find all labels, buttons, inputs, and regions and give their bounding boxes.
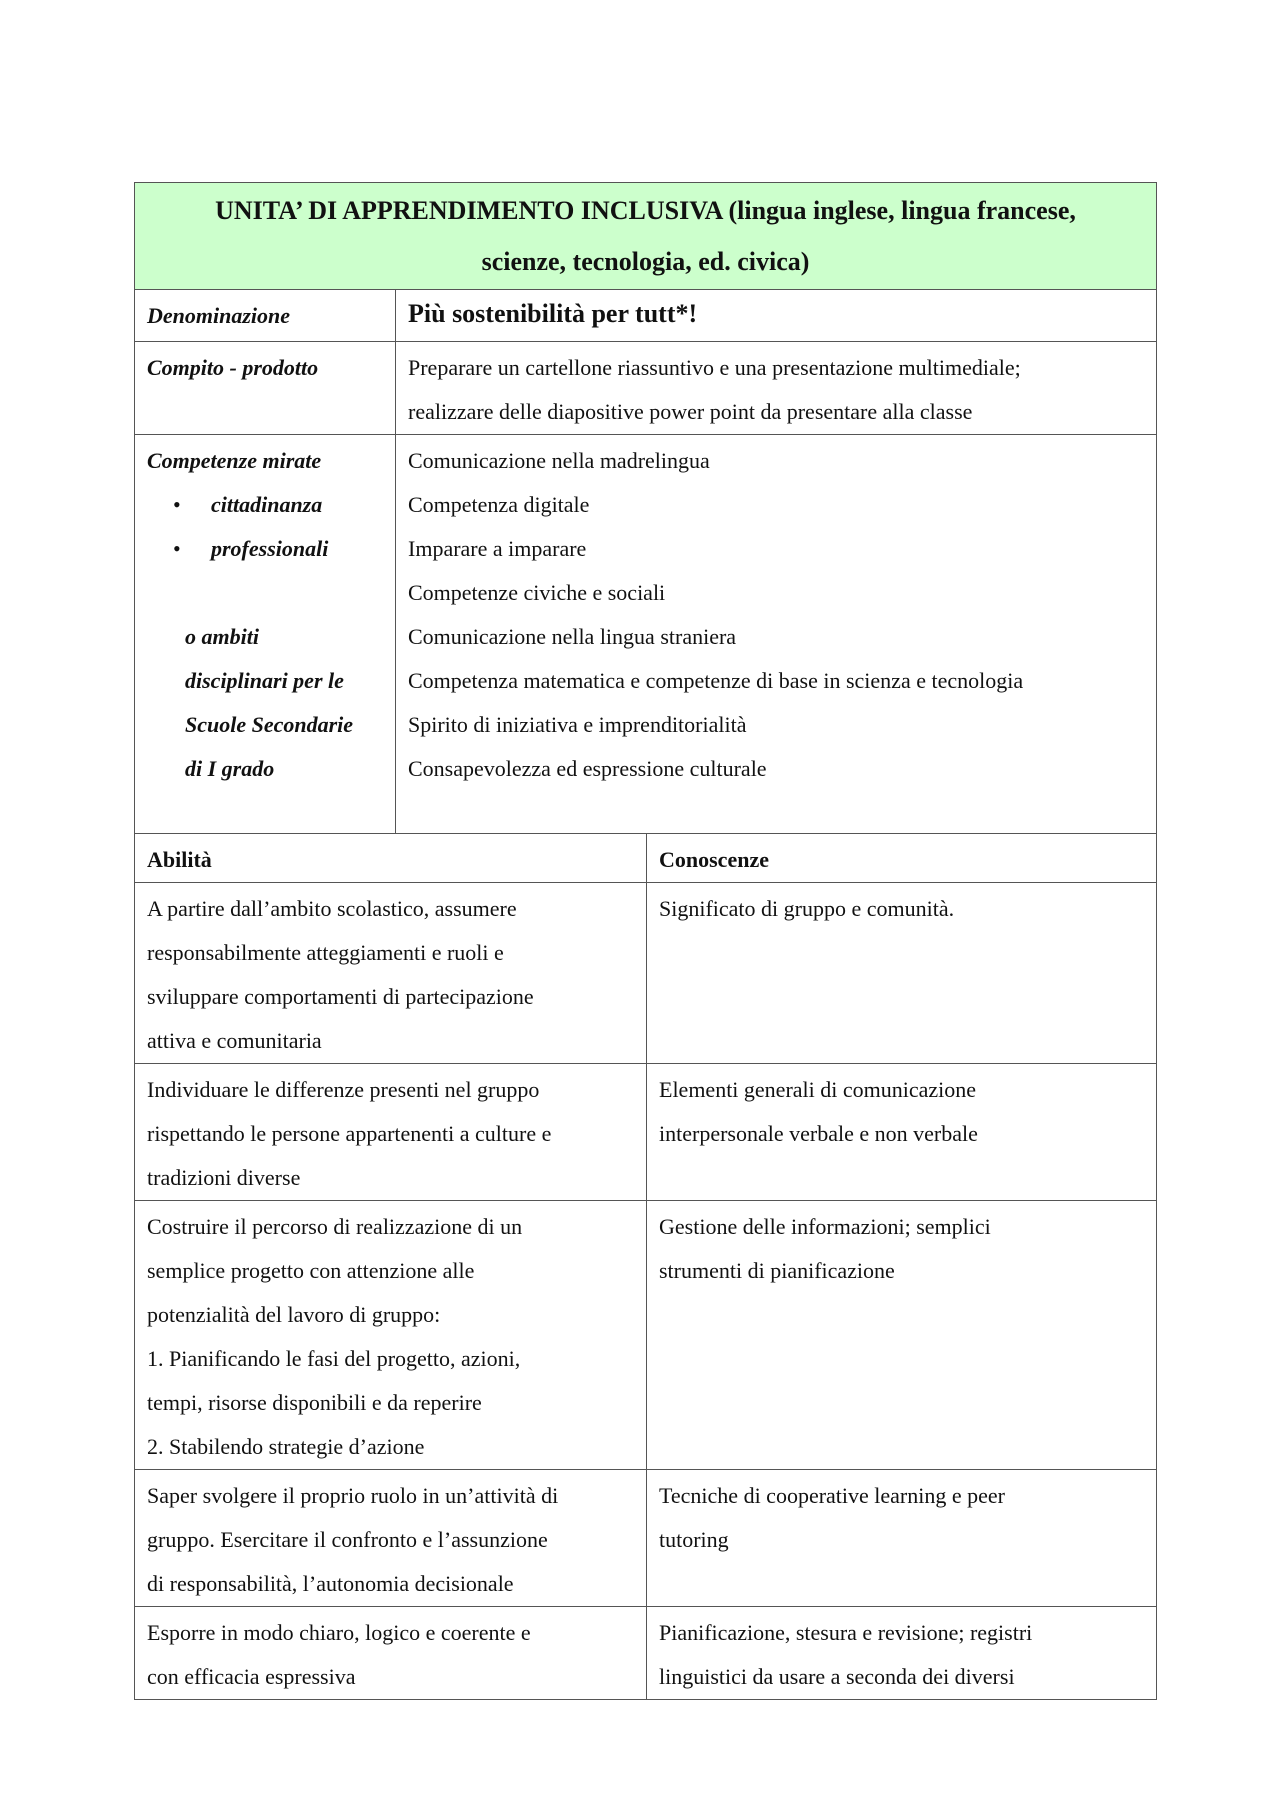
abilita-cell [135,1064,647,1201]
compito-value [396,342,1157,435]
denominazione-label: Denominazione [135,290,396,342]
competenze-label: Competenze mirate [147,448,322,473]
text-line: Gestione delle informazioni; semplici [659,1214,991,1239]
conoscenze-cell [647,1201,1157,1470]
text-line: interpersonale verbale e non verbale [659,1121,978,1146]
bullet-item: • professionali [147,527,383,571]
competenza-item: Spirito di iniziativa e imprenditorialità [408,712,747,737]
conoscenze-cell [647,1470,1157,1607]
compito-label: Compito - prodotto [135,342,396,435]
text-line: 1. Pianificando le fasi del progetto, azioni, [147,1346,521,1371]
conoscenze-cell [647,883,1157,1064]
text-line: Esporre in modo chiaro, logico e coerente e [147,1620,531,1645]
conoscenze-header: Conoscenze [647,834,1157,883]
competenza-item: Competenza digitale [408,492,590,517]
competenza-item: Imparare a imparare [408,536,587,561]
text-line: Saper svolgere il proprio ruolo in un’attività di [147,1483,559,1508]
table-row [135,1064,1157,1201]
table-row [135,883,1157,1064]
table-row [135,1607,1157,1700]
text-line: Preparare un cartellone riassuntivo e una presentazione multimediale; [408,355,1021,380]
denominazione-value: Più sostenibilità per tutt*! [396,290,1157,342]
abilita-cell [135,883,647,1064]
competenza-item: Consapevolezza ed espressione culturale [408,756,767,781]
text-line: A partire dall’ambito scolastico, assumere [147,896,517,921]
competenza-item: Comunicazione nella madrelingua [408,448,710,473]
text-line: potenzialità del lavoro di gruppo: [147,1302,441,1327]
text-line: Elementi generali di comunicazione [659,1077,977,1102]
abilita-cell [135,1201,647,1470]
competenza-item: Comunicazione nella lingua straniera [408,624,737,649]
competenza-item: Competenze civiche e sociali [408,580,666,605]
text-line: responsabilmente atteggiamenti e ruoli e [147,940,504,965]
abilita-cell [135,1470,647,1607]
text-line: rispettando le persone appartenenti a culture e [147,1121,552,1146]
text-line: strumenti di pianificazione [659,1258,895,1283]
abilita-cell [135,1607,647,1700]
text-line: realizzare delle diapositive power point da presentare alla classe [408,399,973,424]
conoscenze-cell [647,1064,1157,1201]
learning-unit-table [134,182,1157,1700]
text-line: tutoring [659,1527,729,1552]
sub-line: o ambiti [185,624,259,649]
competenza-item: Competenza matematica e competenze di base in scienza e tecnologia [408,668,1024,693]
text-line: di responsabilità, l’autonomia decisionale [147,1571,514,1596]
text-line: 2. Stabilendo strategie d’azione [147,1434,425,1459]
text-line: Tecniche di cooperative learning e peer [659,1483,1005,1508]
text-line: attiva e comunitaria [147,1028,322,1053]
table-row [135,1470,1157,1607]
bullet-item: • cittadinanza [147,483,383,527]
text-line: Pianificazione, stesura e revisione; registri [659,1620,1033,1645]
abilita-header: Abilità [135,834,647,883]
competenze-list [396,435,1157,834]
table-row [135,1201,1157,1470]
text-line: tradizioni diverse [147,1165,301,1190]
text-line: con efficacia espressiva [147,1664,356,1689]
table-title: UNITA’ DI APPRENDIMENTO INCLUSIVA (lingua inglese, lingua francese, scienze, tecnologia, ed. civica) [135,183,1157,290]
text-line: Significato di gruppo e comunità. [659,896,955,921]
text-line: tempi, risorse disponibili e da reperire [147,1390,482,1415]
sub-line: di I grado [185,756,275,781]
text-line: Individuare le differenze presenti nel gruppo [147,1077,540,1102]
sub-line: Scuole Secondarie [185,712,354,737]
text-line: gruppo. Esercitare il confronto e l’assunzione [147,1527,548,1552]
text-line: semplice progetto con attenzione alle [147,1258,475,1283]
conoscenze-cell [647,1607,1157,1700]
text-line: sviluppare comportamenti di partecipazione [147,984,534,1009]
text-line: Costruire il percorso di realizzazione di un [147,1214,523,1239]
text-line: linguistici da usare a seconda dei diversi [659,1664,1015,1689]
sub-line: disciplinari per le [185,668,344,693]
competenze-label-cell [135,435,396,834]
